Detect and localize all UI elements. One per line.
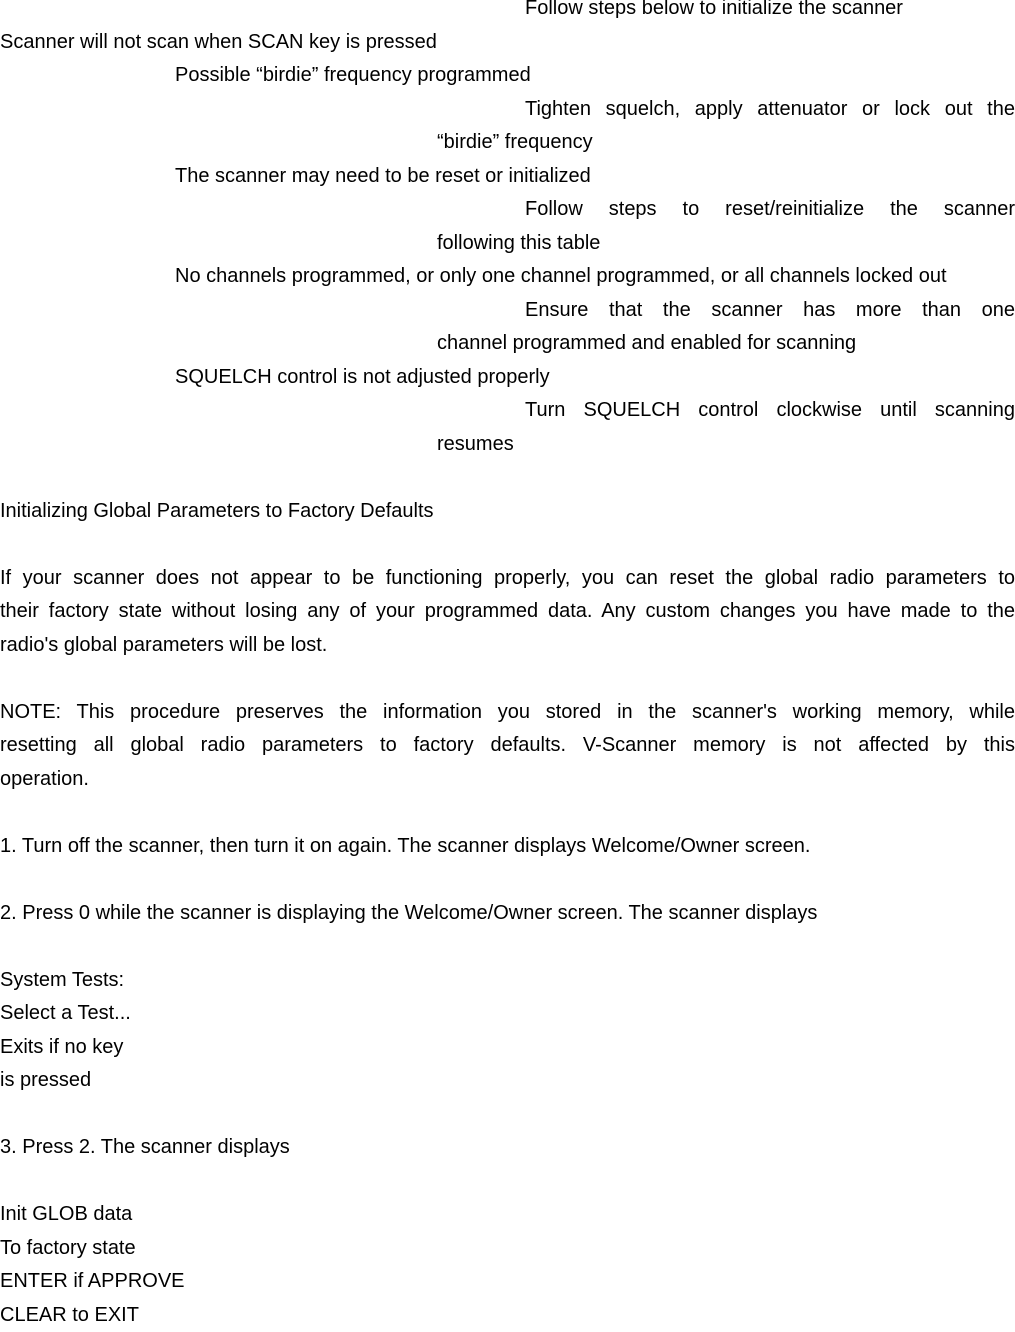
paragraph-line: radio's global parameters will be lost. <box>0 629 1015 663</box>
solution-block <box>0 394 1015 461</box>
spacer <box>0 662 1015 696</box>
troubleshoot-row <box>0 160 1015 261</box>
note-paragraph <box>0 696 1015 797</box>
step-3: 3. Press 2. The scanner displays <box>0 1131 1015 1165</box>
display-line: Exits if no key <box>0 1031 1015 1065</box>
cause-text: SQUELCH control is not adjusted properly <box>0 361 1015 395</box>
display-line: Init GLOB data <box>0 1198 1015 1232</box>
troubleshoot-row <box>0 59 1015 160</box>
display-line: To factory state <box>0 1232 1015 1266</box>
symptom-text: Scanner will not scan when SCAN key is pressed <box>0 26 1015 60</box>
solution-line: Follow steps to reset/reinitialize the scanner <box>525 193 1015 227</box>
spacer <box>0 930 1015 964</box>
spacer <box>0 461 1015 495</box>
solution-text: Follow steps below to initialize the scanner <box>0 0 1015 26</box>
solution-line: Turn SQUELCH control clockwise until scanning <box>525 394 1015 428</box>
spacer <box>0 1098 1015 1132</box>
spacer <box>0 796 1015 830</box>
display-system-tests <box>0 964 1015 1098</box>
display-line: ENTER if APPROVE <box>0 1265 1015 1299</box>
cause-text: No channels programmed, or only one channel programmed, or all channels locked out <box>0 260 1015 294</box>
display-line: System Tests: <box>0 964 1015 998</box>
step-2: 2. Press 0 while the scanner is displaying the Welcome/Owner screen. The scanner displays <box>0 897 1015 931</box>
display-init-glob <box>0 1198 1015 1332</box>
solution-line: “birdie” frequency <box>437 126 1015 160</box>
display-line: Select a Test... <box>0 997 1015 1031</box>
solution-line: following this table <box>437 227 1015 261</box>
troubleshoot-row <box>0 361 1015 462</box>
cause-text: Possible “birdie” frequency programmed <box>0 59 1015 93</box>
paragraph-line: resetting all global radio parameters to factory defaults. V-Scanner memory is not affected by this <box>0 729 1015 763</box>
solution-line: Ensure that the scanner has more than one <box>525 294 1015 328</box>
section-heading: Initializing Global Parameters to Factory Defaults <box>0 495 1015 529</box>
solution-line: resumes <box>437 428 1015 462</box>
solution-block <box>0 193 1015 260</box>
paragraph-line: If your scanner does not appear to be functioning properly, you can reset the global radio parameters to <box>0 562 1015 596</box>
solution-block <box>0 294 1015 361</box>
solution-line: channel programmed and enabled for scanning <box>437 327 1015 361</box>
paragraph-line: NOTE: This procedure preserves the information you stored in the scanner's working memory, while <box>0 696 1015 730</box>
display-line: is pressed <box>0 1064 1015 1098</box>
display-line: CLEAR to EXIT <box>0 1299 1015 1332</box>
cause-text: The scanner may need to be reset or initialized <box>0 160 1015 194</box>
paragraph-line: their factory state without losing any of your programmed data. Any custom changes you have made to the <box>0 595 1015 629</box>
spacer <box>0 863 1015 897</box>
intro-paragraph <box>0 562 1015 663</box>
paragraph-line: operation. <box>0 763 1015 797</box>
step-1: 1. Turn off the scanner, then turn it on again. The scanner displays Welcome/Owner screen. <box>0 830 1015 864</box>
solution-line: Tighten squelch, apply attenuator or lock out the <box>525 93 1015 127</box>
spacer <box>0 528 1015 562</box>
troubleshoot-row <box>0 260 1015 361</box>
spacer <box>0 1165 1015 1199</box>
solution-block <box>0 93 1015 160</box>
